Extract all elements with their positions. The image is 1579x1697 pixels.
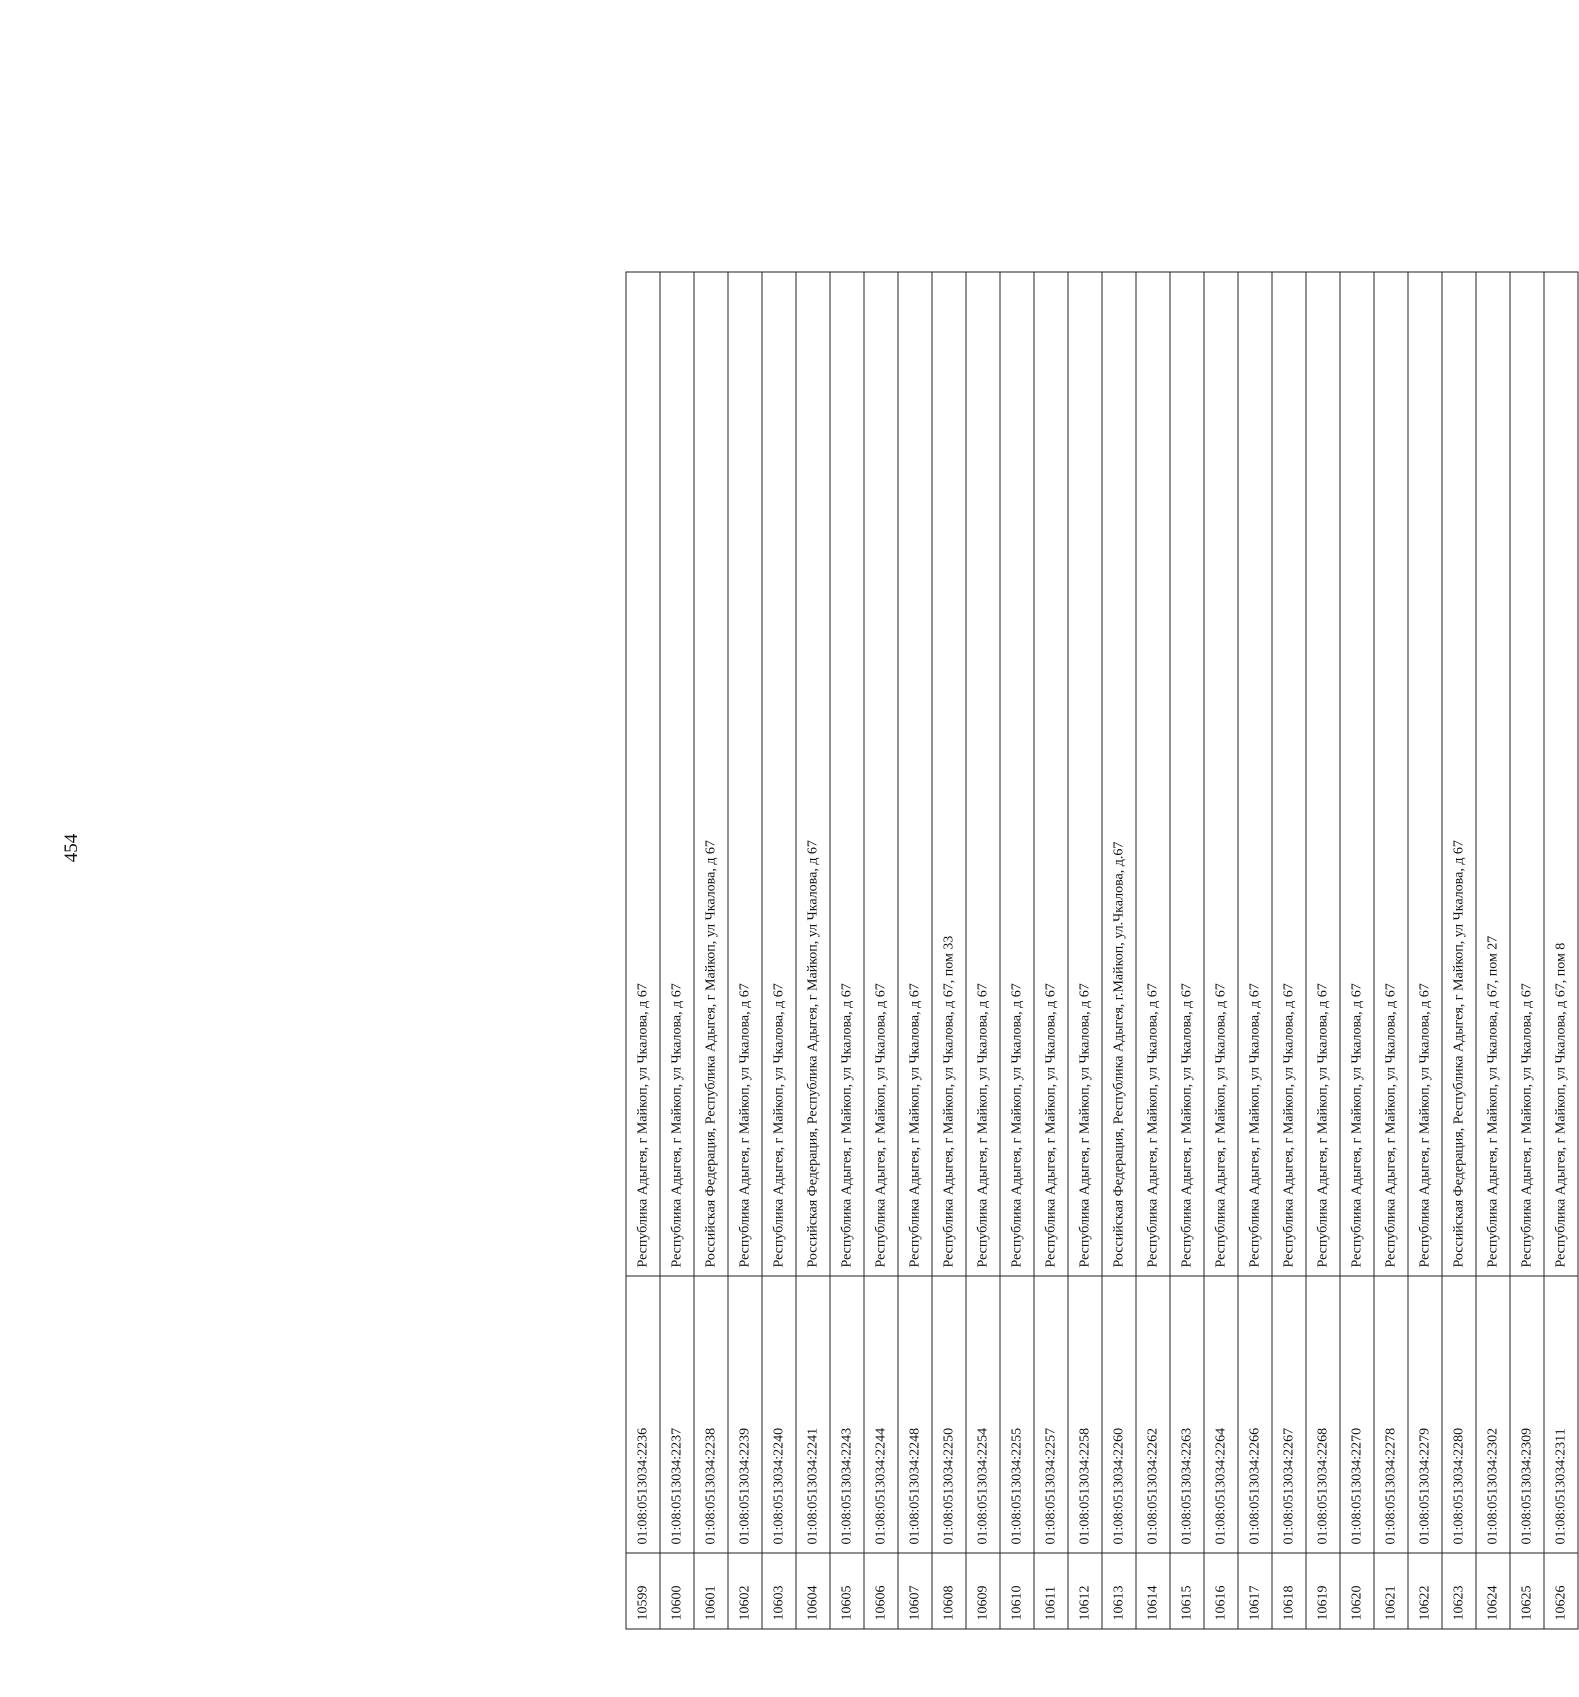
row-number-cell: 10602	[728, 1553, 762, 1629]
row-number-cell: 10609	[966, 1553, 1000, 1629]
cadastral-number-cell: 01:08:0513034:2278	[1374, 1276, 1408, 1553]
row-number-cell: 10601	[694, 1553, 728, 1629]
address-cell: Республика Адыгея, г Майкоп, ул Чкалова, д 67	[1408, 272, 1442, 1276]
row-number-cell: 10611	[1034, 1553, 1068, 1629]
table-row	[1136, 272, 1170, 1629]
table-row	[830, 272, 864, 1629]
address-cell: Республика Адыгея, г Майкоп, ул Чкалова, д 67	[660, 272, 694, 1276]
cadastral-number-cell: 01:08:0513034:2240	[762, 1276, 796, 1553]
table-row	[1068, 272, 1102, 1629]
cadastral-number-cell: 01:08:0513034:2270	[1340, 1276, 1374, 1553]
cadastral-number-cell: 01:08:0513034:2268	[1306, 1276, 1340, 1553]
address-cell: Республика Адыгея, г Майкоп, ул Чкалова, д 67	[1272, 272, 1306, 1276]
cadastral-number-cell: 01:08:0513034:2257	[1034, 1276, 1068, 1553]
table-row	[1034, 272, 1068, 1629]
row-number-cell: 10603	[762, 1553, 796, 1629]
table-row	[864, 272, 898, 1629]
cadastral-number-cell: 01:08:0513034:2244	[864, 1276, 898, 1553]
address-cell: Республика Адыгея, г Майкоп, ул Чкалова, д 67, пом 27	[1476, 272, 1510, 1276]
cadastral-number-cell: 01:08:0513034:2280	[1442, 1276, 1476, 1553]
cadastral-number-cell: 01:08:0513034:2238	[694, 1276, 728, 1553]
cadastral-number-cell: 01:08:0513034:2243	[830, 1276, 864, 1553]
row-number-cell: 10623	[1442, 1553, 1476, 1629]
table-row	[966, 272, 1000, 1629]
table-row	[1272, 272, 1306, 1629]
address-cell: Республика Адыгея, г Майкоп, ул Чкалова, д 67	[1170, 272, 1204, 1276]
row-number-cell: 10626	[1544, 1553, 1578, 1629]
cadastral-number-cell: 01:08:0513034:2262	[1136, 1276, 1170, 1553]
row-number-cell: 10619	[1306, 1553, 1340, 1629]
table-row	[1510, 272, 1544, 1629]
table-row	[762, 272, 796, 1629]
cadastral-number-cell: 01:08:0513034:2279	[1408, 1276, 1442, 1553]
cadastral-number-cell: 01:08:0513034:2250	[932, 1276, 966, 1553]
row-number-cell: 10605	[830, 1553, 864, 1629]
row-number-cell: 10618	[1272, 1553, 1306, 1629]
cadastral-number-cell: 01:08:0513034:2255	[1000, 1276, 1034, 1553]
address-cell: Республика Адыгея, г Майкоп, ул Чкалова, д 67	[898, 272, 932, 1276]
table-row	[898, 272, 932, 1629]
address-cell: Республика Адыгея, г Майкоп, ул Чкалова, д 67	[1034, 272, 1068, 1276]
address-cell: Республика Адыгея, г Майкоп, ул Чкалова, д 67, пом 33	[932, 272, 966, 1276]
row-number-cell: 10617	[1238, 1553, 1272, 1629]
table-row	[796, 272, 830, 1629]
row-number-cell: 10600	[660, 1553, 694, 1629]
address-cell: Республика Адыгея, г Майкоп, ул Чкалова, д 67	[1238, 272, 1272, 1276]
table-row	[1170, 272, 1204, 1629]
row-number-cell: 10604	[796, 1553, 830, 1629]
row-number-cell: 10610	[1000, 1553, 1034, 1629]
registry-table	[626, 271, 1579, 1629]
address-cell: Республика Адыгея, г Майкоп, ул Чкалова, д 67	[1136, 272, 1170, 1276]
registry-table-body	[626, 272, 1578, 1629]
address-cell: Республика Адыгея, г Майкоп, ул Чкалова, д 67	[1340, 272, 1374, 1276]
row-number-cell: 10622	[1408, 1553, 1442, 1629]
cadastral-number-cell: 01:08:0513034:2248	[898, 1276, 932, 1553]
registry-table-wrapper	[626, 271, 1568, 1629]
cadastral-number-cell: 01:08:0513034:2264	[1204, 1276, 1238, 1553]
row-number-cell: 10616	[1204, 1553, 1238, 1629]
address-cell: Республика Адыгея, г Майкоп, ул Чкалова, д 67	[762, 272, 796, 1276]
table-row	[694, 272, 728, 1629]
row-number-cell: 10621	[1374, 1553, 1408, 1629]
page-number: 454	[61, 833, 82, 863]
row-number-cell: 10608	[932, 1553, 966, 1629]
table-row	[1340, 272, 1374, 1629]
table-row	[1204, 272, 1238, 1629]
table-row	[1000, 272, 1034, 1629]
row-number-cell: 10625	[1510, 1553, 1544, 1629]
cadastral-number-cell: 01:08:0513034:2254	[966, 1276, 1000, 1553]
cadastral-number-cell: 01:08:0513034:2267	[1272, 1276, 1306, 1553]
row-number-cell: 10612	[1068, 1553, 1102, 1629]
row-number-cell: 10620	[1340, 1553, 1374, 1629]
row-number-cell: 10607	[898, 1553, 932, 1629]
address-cell: Республика Адыгея, г Майкоп, ул Чкалова, д 67	[830, 272, 864, 1276]
cadastral-number-cell: 01:08:0513034:2302	[1476, 1276, 1510, 1553]
address-cell: Республика Адыгея, г Майкоп, ул Чкалова, д 67	[1306, 272, 1340, 1276]
row-number-cell: 10624	[1476, 1553, 1510, 1629]
table-row	[1544, 272, 1578, 1629]
table-row	[728, 272, 762, 1629]
row-number-cell: 10614	[1136, 1553, 1170, 1629]
table-row	[1442, 272, 1476, 1629]
table-row	[1306, 272, 1340, 1629]
table-row	[1476, 272, 1510, 1629]
address-cell: Российская Федерация, Республика Адыгея, г.Майкоп, ул.Чкалова, д.67	[1102, 272, 1136, 1276]
address-cell: Республика Адыгея, г Майкоп, ул Чкалова, д 67	[1000, 272, 1034, 1276]
cadastral-number-cell: 01:08:0513034:2237	[660, 1276, 694, 1553]
address-cell: Республика Адыгея, г Майкоп, ул Чкалова, д 67	[626, 272, 660, 1276]
table-row	[1102, 272, 1136, 1629]
address-cell: Республика Адыгея, г Майкоп, ул Чкалова, д 67	[1374, 272, 1408, 1276]
cadastral-number-cell: 01:08:0513034:2239	[728, 1276, 762, 1553]
address-cell: Республика Адыгея, г Майкоп, ул Чкалова, д 67	[966, 272, 1000, 1276]
table-row	[1238, 272, 1272, 1629]
address-cell: Республика Адыгея, г Майкоп, ул Чкалова, д 67	[728, 272, 762, 1276]
table-row	[1374, 272, 1408, 1629]
row-number-cell: 10599	[626, 1553, 660, 1629]
cadastral-number-cell: 01:08:0513034:2241	[796, 1276, 830, 1553]
cadastral-number-cell: 01:08:0513034:2311	[1544, 1276, 1578, 1553]
cadastral-number-cell: 01:08:0513034:2266	[1238, 1276, 1272, 1553]
row-number-cell: 10606	[864, 1553, 898, 1629]
address-cell: Российская Федерация, Республика Адыгея, г Майкоп, ул Чкалова, д 67	[1442, 272, 1476, 1276]
address-cell: Российская Федерация, Республика Адыгея, г Майкоп, ул Чкалова, д 67	[694, 272, 728, 1276]
table-row	[1408, 272, 1442, 1629]
table-row	[932, 272, 966, 1629]
address-cell: Республика Адыгея, г Майкоп, ул Чкалова, д 67	[1068, 272, 1102, 1276]
address-cell: Российская Федерация, Республика Адыгея, г Майкоп, ул Чкалова, д 67	[796, 272, 830, 1276]
address-cell: Республика Адыгея, г Майкоп, ул Чкалова, д 67	[1510, 272, 1544, 1276]
table-row	[660, 272, 694, 1629]
address-cell: Республика Адыгея, г Майкоп, ул Чкалова, д 67	[864, 272, 898, 1276]
cadastral-number-cell: 01:08:0513034:2309	[1510, 1276, 1544, 1553]
row-number-cell: 10613	[1102, 1553, 1136, 1629]
cadastral-number-cell: 01:08:0513034:2263	[1170, 1276, 1204, 1553]
cadastral-number-cell: 01:08:0513034:2258	[1068, 1276, 1102, 1553]
cadastral-number-cell: 01:08:0513034:2260	[1102, 1276, 1136, 1553]
table-row	[626, 272, 660, 1629]
cadastral-number-cell: 01:08:0513034:2236	[626, 1276, 660, 1553]
address-cell: Республика Адыгея, г Майкоп, ул Чкалова, д 67, пом 8	[1544, 272, 1578, 1276]
address-cell: Республика Адыгея, г Майкоп, ул Чкалова, д 67	[1204, 272, 1238, 1276]
row-number-cell: 10615	[1170, 1553, 1204, 1629]
